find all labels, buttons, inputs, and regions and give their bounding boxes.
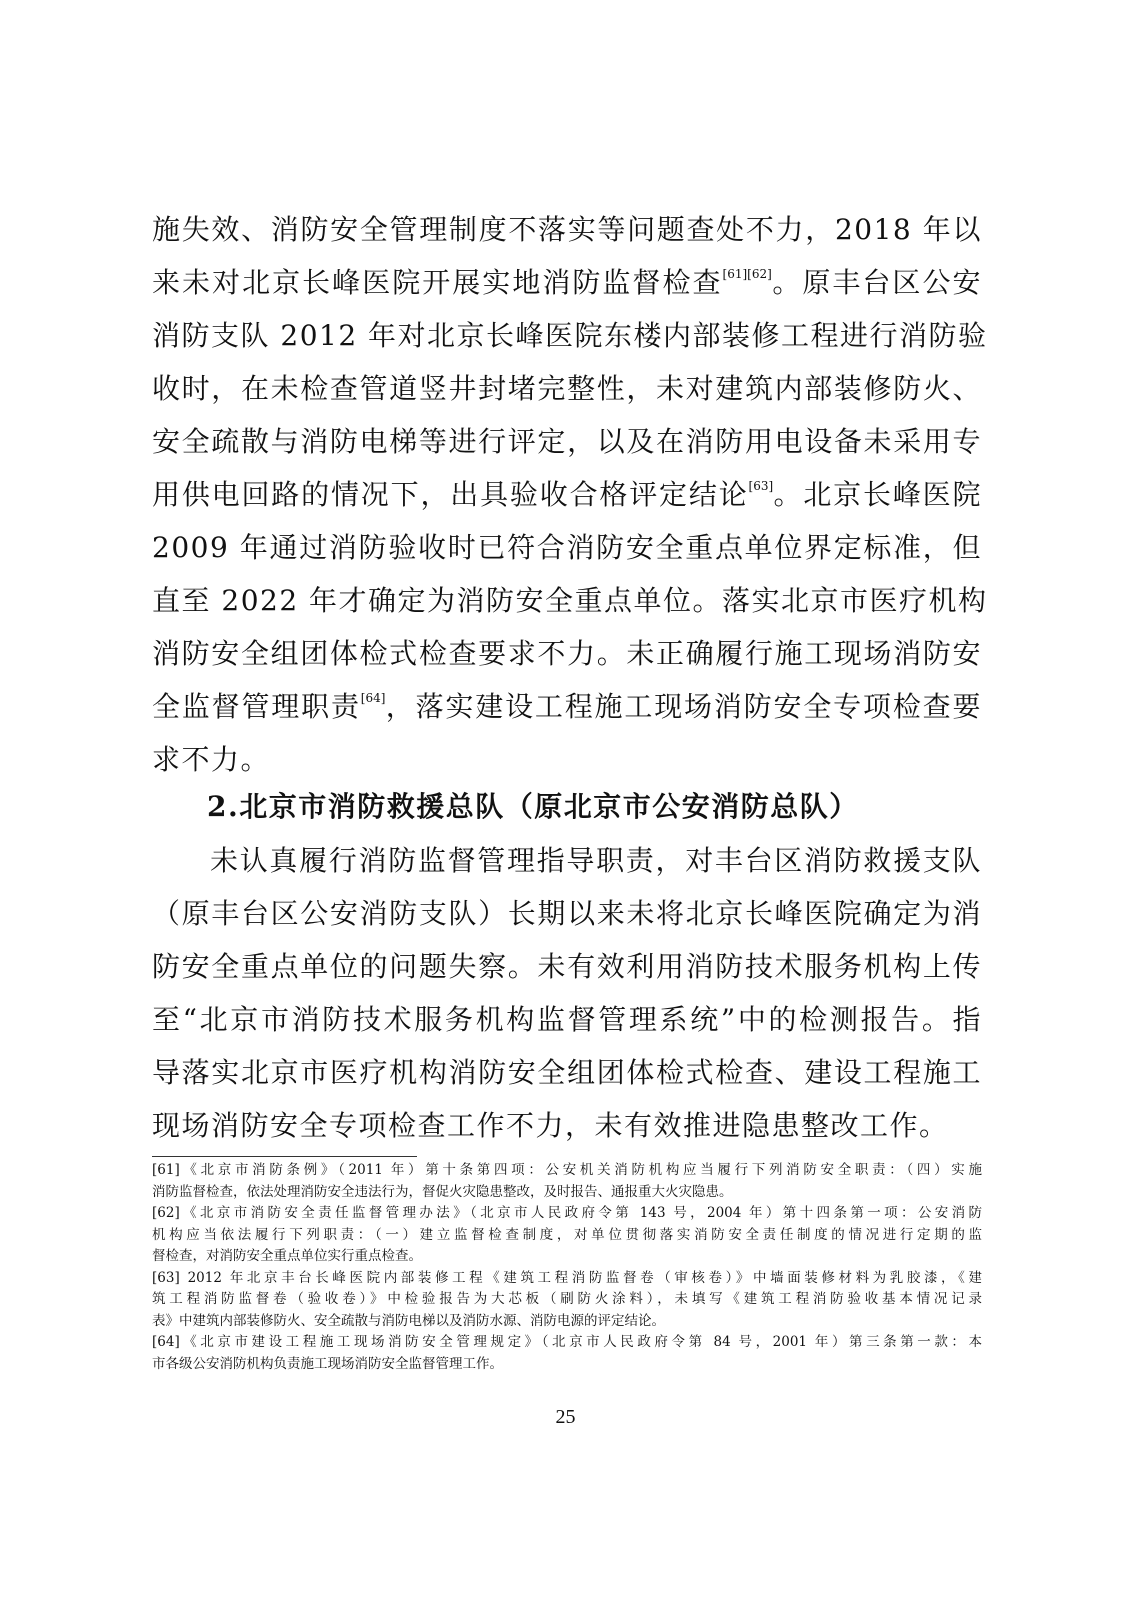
footnote-62-line: [62]《北京市消防安全责任监督管理办法》（北京市人民政府令第 143 号，2004 年）第十四条第一项：公安消防 xyxy=(152,1205,982,1221)
footnote-61-line: [61]《北京市消防条例》（2011 年）第十条第四项：公安机关消防机构应当履行下列消防安全职责：（四）实施 xyxy=(152,1162,982,1178)
section-heading: 2.北京市消防救援总队（原北京市公安消防总队） xyxy=(207,790,859,823)
page-number: 25 xyxy=(555,1406,576,1428)
footnotes xyxy=(152,1160,982,1375)
footnote-63-line: [63] 2012 年北京丰台长峰医院内部装修工程《建筑工程消防监督卷（审核卷）》中墙面装修材料为乳胶漆，《建 xyxy=(152,1269,982,1286)
text-line: 至“北京市消防技术服务机构监督管理系统”中的检测报告。指 xyxy=(152,1003,982,1036)
body-paragraph-1 xyxy=(152,203,988,786)
text-segment: 。北京长峰医院 xyxy=(773,478,982,511)
footnote-62-line: 机构应当依法履行下列职责：（一）建立监督检查制度，对单位贯彻落实消防安全责任制度的情况进行定期的监 xyxy=(152,1226,982,1243)
footnote-ref-64[interactable]: [64] xyxy=(360,691,386,705)
text-line: 防安全重点单位的问题失察。未有效利用消防技术服务机构上传 xyxy=(152,950,982,983)
text-line: 2009 年通过消防验收时已符合消防安全重点单位界定标准，但 xyxy=(152,531,982,564)
text-line: 直至 2022 年才确定为消防安全重点单位。落实北京市医疗机构 xyxy=(152,584,988,617)
text-line: 收时，在未检查管道竖井封堵完整性，未对建筑内部装修防火、 xyxy=(152,372,982,405)
text-line: 未认真履行消防监督管理指导职责，对丰台区消防救援支队 xyxy=(210,844,982,877)
footnote-64-line: 市各级公安消防机构负责施工现场消防安全监督管理工作。 xyxy=(152,1355,503,1372)
text-line xyxy=(152,468,982,521)
text-line: 安全疏散与消防电梯等进行评定，以及在消防用电设备未采用专 xyxy=(152,425,982,458)
text-segment: 用供电回路的情况下，出具验收合格评定结论 xyxy=(152,478,749,511)
text-line: 现场消防安全专项检查工作不力，未有效推进隐患整改工作。 xyxy=(152,1109,949,1142)
footnote-61-line: 消防监督检查，依法处理消防安全违法行为，督促火灾隐患整改，及时报告、通报重大火灾隐患。 xyxy=(152,1183,733,1200)
text-line: 消防支队 2012 年对北京长峰医院东楼内部装修工程进行消防验 xyxy=(152,319,988,352)
text-line: 求不力。 xyxy=(152,743,271,776)
footnote-ref-63[interactable]: [63] xyxy=(748,479,774,493)
body-paragraph-2 xyxy=(152,834,982,1152)
footnote-63-line: 表》中建筑内部装修防火、安全疏散与消防电梯以及消防水源、消防电源的评定结论。 xyxy=(152,1312,665,1329)
footnote-62-line: 督检查，对消防安全重点单位实行重点检查。 xyxy=(152,1248,422,1264)
footnote-64-line: [64]《北京市建设工程施工现场消防安全管理规定》（北京市人民政府令第 84 号，2001 年）第三条第一款：本 xyxy=(152,1334,982,1350)
text-line xyxy=(152,256,982,309)
text-segment: 全监督管理职责 xyxy=(152,690,361,723)
text-line: 导落实北京市医疗机构消防安全组团体检式检查、建设工程施工 xyxy=(152,1056,982,1089)
text-segment: 。原丰台区公安 xyxy=(771,266,982,299)
text-line: （原丰台区公安消防支队）长期以来未将北京长峰医院确定为消 xyxy=(152,897,982,930)
footnote-divider xyxy=(152,1156,417,1157)
text-segment: ，落实建设工程施工现场消防安全专项检查要 xyxy=(385,690,982,723)
footnote-ref-61-62[interactable]: [61][62] xyxy=(722,267,772,281)
text-line xyxy=(152,680,982,733)
footnote-63-line: 筑工程消防监督卷（验收卷）》中检验报告为大芯板（刷防火涂料），未填写《建筑工程消防验收基本情况记录 xyxy=(152,1291,982,1307)
text-line: 消防安全组团体检式检查要求不力。未正确履行施工现场消防安 xyxy=(152,637,982,670)
text-line: 施失效、消防安全管理制度不落实等问题查处不力，2018 年以 xyxy=(152,213,982,246)
text-segment: 来未对北京长峰医院开展实地消防监督检查 xyxy=(152,266,723,299)
